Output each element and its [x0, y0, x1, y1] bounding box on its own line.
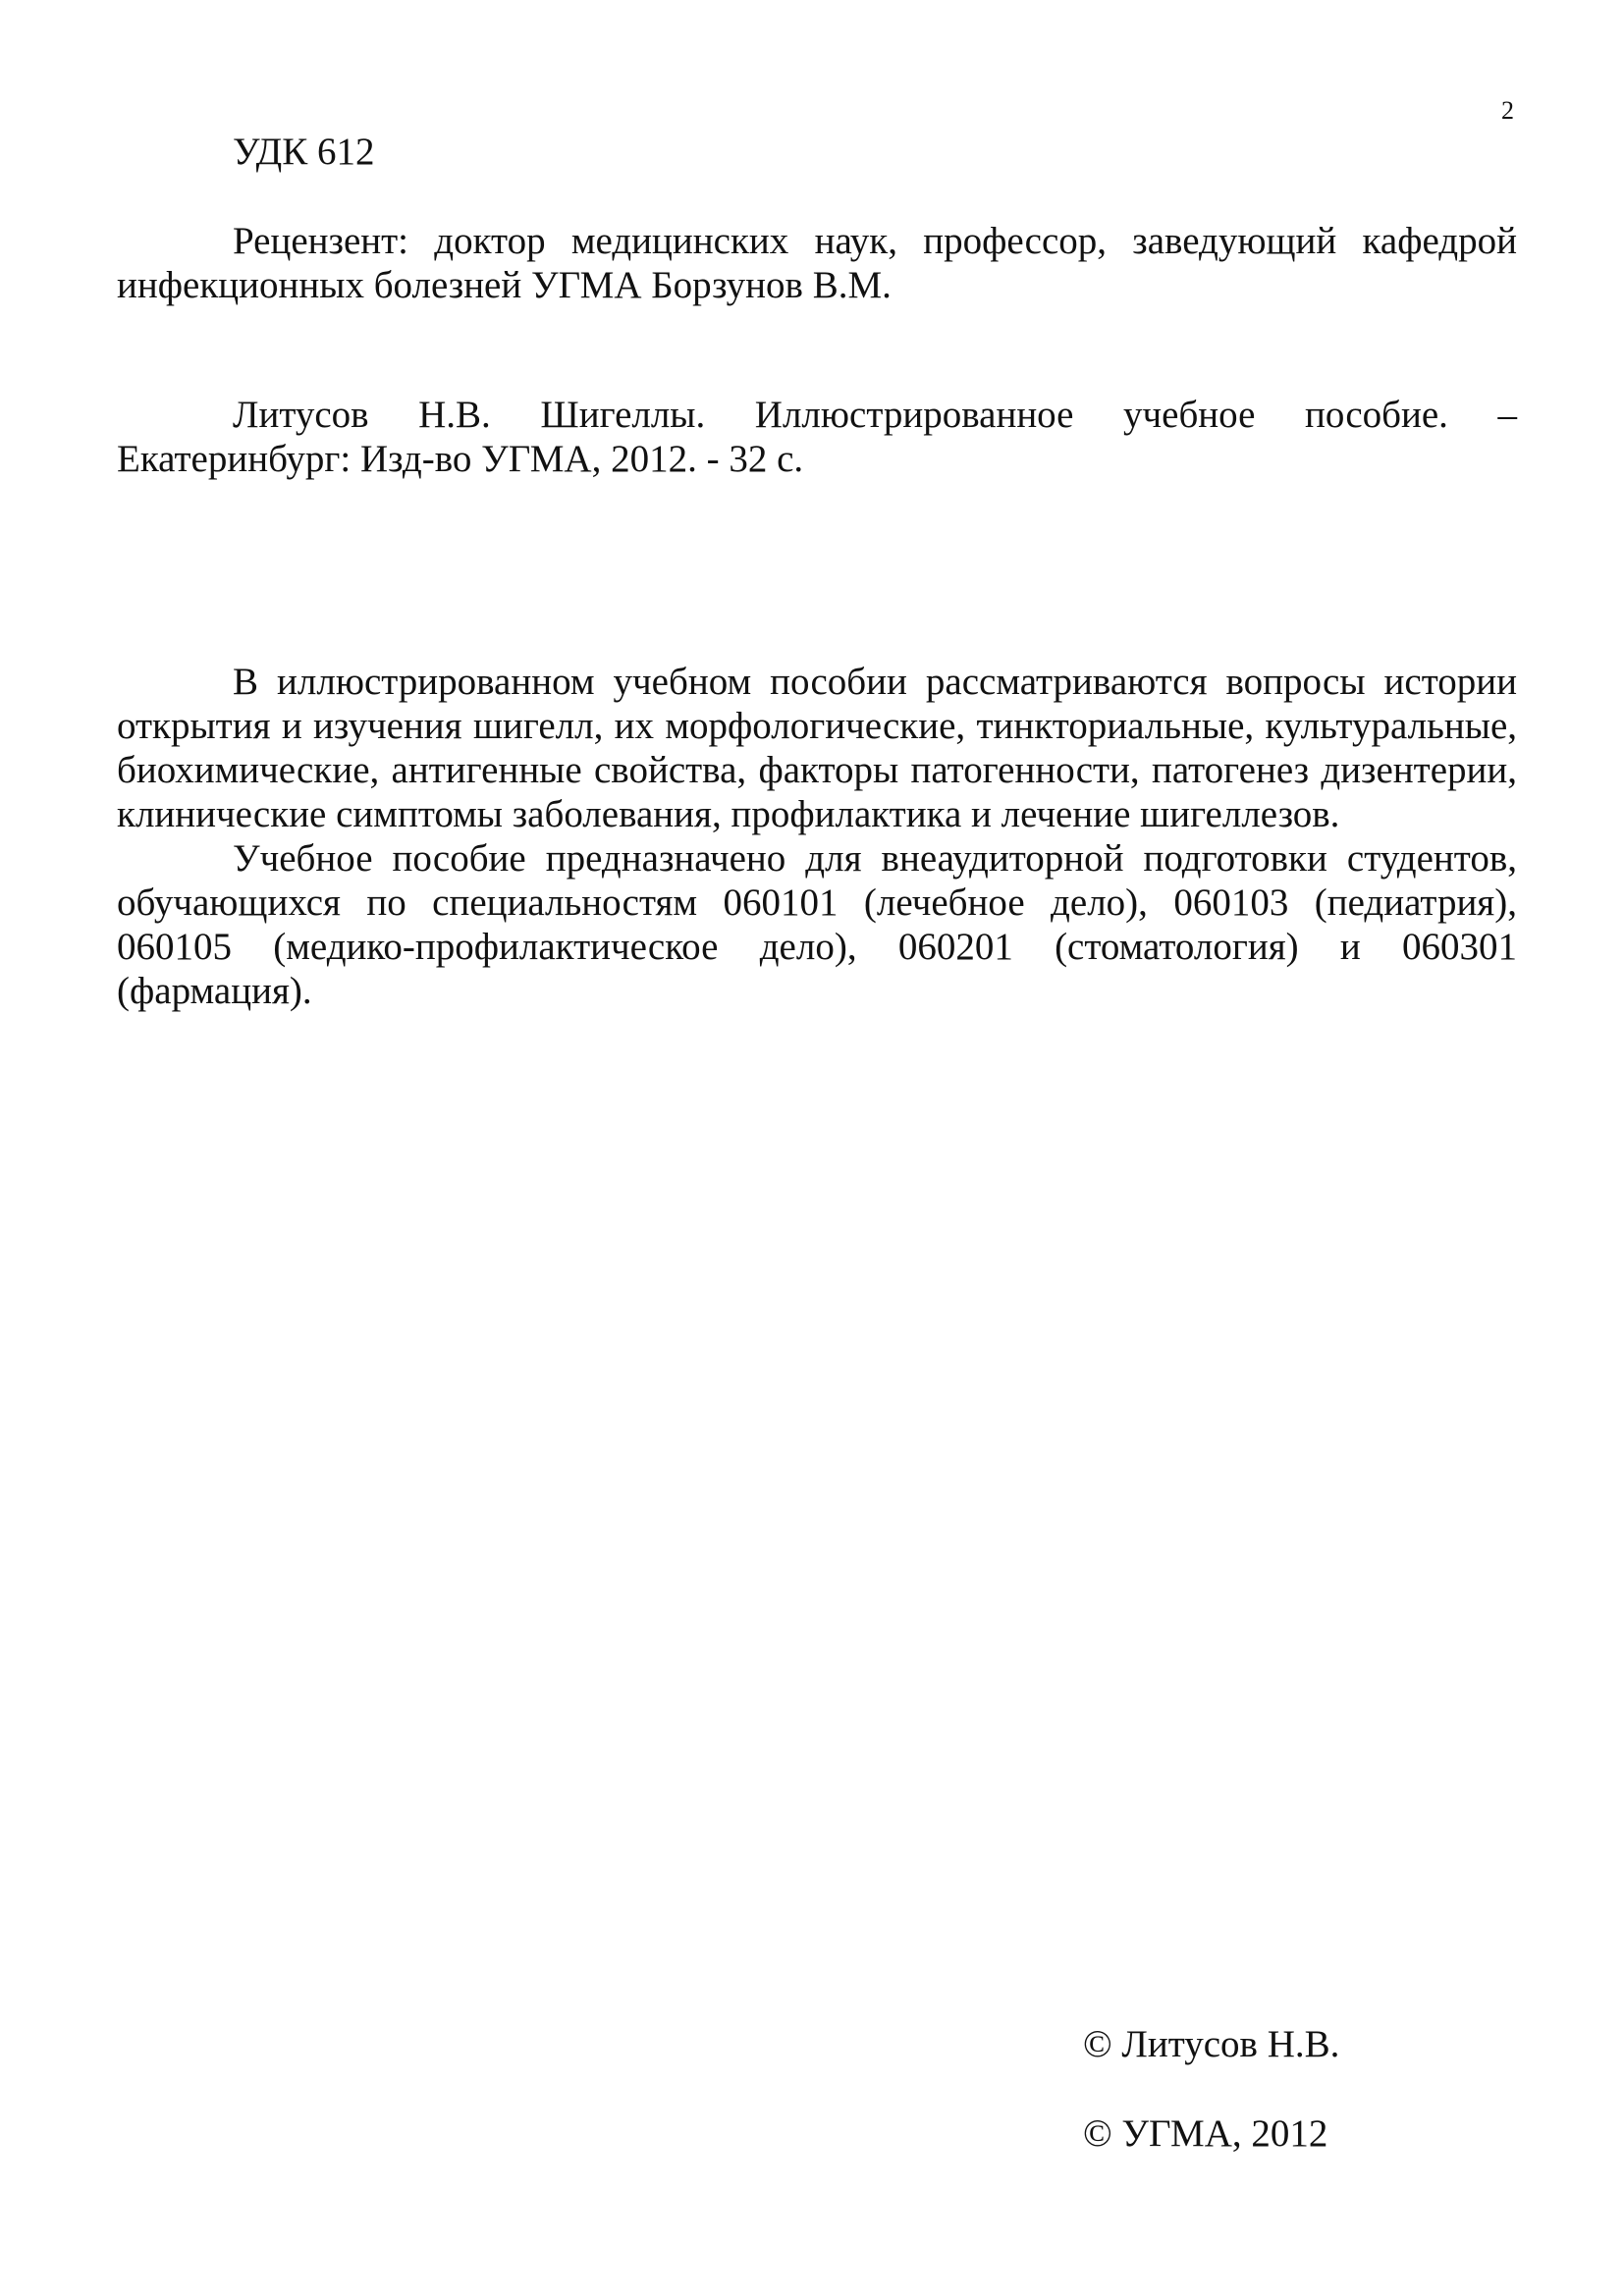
bibliographic-citation: Литусов Н.В. Шигеллы. Иллюстрированное учебное пособие. – Екатеринбург: Изд-во УГМА, 2012. - 32 с.	[117, 394, 1517, 480]
page-number: 2	[1501, 96, 1514, 125]
abstract	[117, 660, 1517, 1013]
copyright-publisher: © УГМА, 2012	[1083, 2112, 1328, 2155]
copyright-author: © Литусов Н.В.	[1083, 2023, 1340, 2065]
abstract-paragraph: В иллюстрированном учебном пособии рассматриваются вопросы истории открытия и изучения шигелл, их морфологические, тинкториальные, культуральные, биохимические, антигенные свойства, факторы патогенности, патогенез дизентерии, клинические симптомы заболевания, профилактика и лечение шигеллезов.	[117, 661, 1517, 835]
reviewer-paragraph: Рецензент: доктор медицинских наук, профессор, заведующий кафедрой инфекционных болезней УГМА Борзунов В.М.	[117, 220, 1517, 306]
udc-code: УДК 612	[233, 131, 375, 173]
abstract-paragraph: Учебное пособие предназначено для внеаудиторной подготовки студентов, обучающихся по специальностям 060101 (лечебное дело), 060103 (педиатрия), 060105 (медико-профилактическое дело), 060201 (стоматология) и 060301 (фармация).	[117, 837, 1517, 1012]
